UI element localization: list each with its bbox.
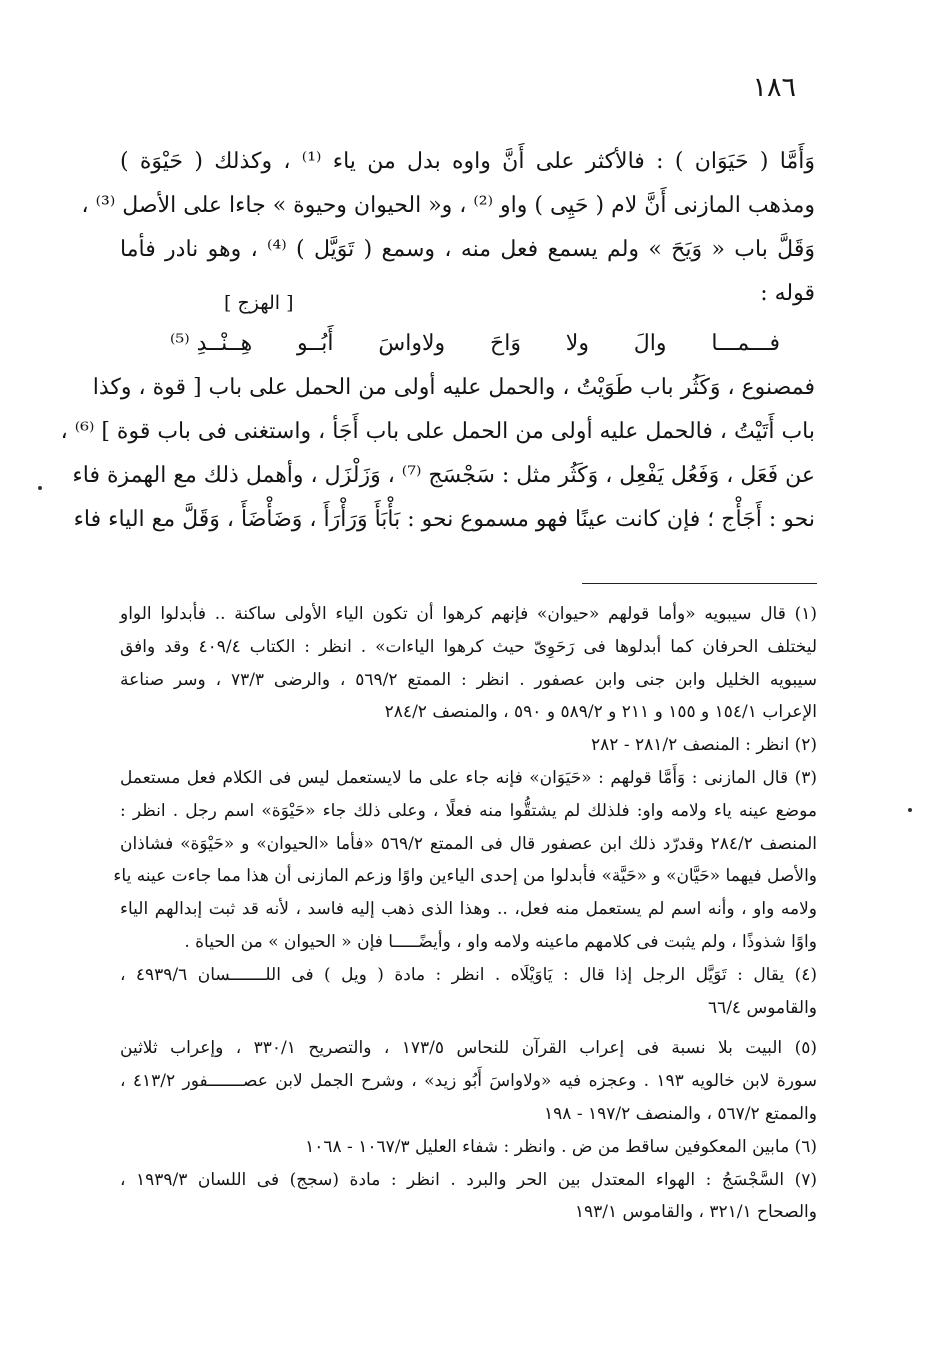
footnotes	[113, 598, 818, 1229]
footnote-6	[120, 1131, 817, 1164]
footnote-line: والممتع ٥٦٧/٢ ، والمنصف ١٩٧/٢ - ١٩٨	[544, 1103, 817, 1124]
body-line: نحو : أَجَأْج ؛ فإن كانت عينًا فهو مسموع نحو : بَأْبَأَ وَرَأْرَأَ ، وَضَأْضَأَ ، وَقَلَّ مع الياء فاء	[73, 507, 815, 532]
verse-word: فـــمـــا	[711, 331, 780, 356]
body-line: فمصنوع ، وَكَثُر باب طَوَيْتُ ، والحمل عليه أولى من الحمل على باب [ قوة ، وكذا	[92, 375, 815, 400]
footnote-line: ليختلف الحرفان كما أبدلوها فى رَحَوِىّ حيث كرهوا الياءات» . انظر : الكتاب ٤٠٩/٤ وقد وافق	[120, 636, 817, 657]
verse-word: وَاحَ	[490, 331, 521, 356]
footnote-3	[113, 762, 817, 959]
verse-word: ولا	[565, 331, 589, 356]
footnote-line: المنصف ٢٨٤/٢ وقدرّد ذلك ابن عصفور قال فى الممتع ٥٦٩/٢ «فأما «الحيوان» و «حَيْوَة» فشاذان	[120, 833, 817, 854]
scan-speck	[908, 808, 912, 812]
verse-word: أَبُــو	[297, 331, 334, 356]
footnote-line: والقاموس ٦٦/٤	[707, 997, 817, 1018]
body-line: باب أَتَيْتُ ، فالحمل عليه أولى من الحمل على باب أَجَأ ، واستغنى فى باب قوة ] ⁽⁶⁾ ،	[60, 419, 815, 444]
footnote-line: ولامه واو ، وأنه اسم لم يستعمل منه فعل، .. وهذا الذى ذهب إليه فاسد ، لأنه قد ثبت إبدالهم الياء	[120, 899, 817, 920]
footnote-4	[120, 959, 817, 1025]
body-line: ومذهب المازنى أَنَّ لام ( حَيِى ) واو ⁽²⁾ ، و« الحيوان وحيوة » جاءا على الأصل ⁽³⁾ ،	[81, 193, 815, 218]
body-line: قوله :	[760, 281, 815, 306]
main-text	[81, 140, 815, 316]
body-line: وَأَمَّا ( حَيَوَان ) : فالأكثر على أَنَّ واوه بدل من ياء ⁽¹⁾ ، وكذلك ( حَيْوَة )	[120, 149, 815, 174]
verse-word: ولاواسَ	[378, 331, 446, 356]
footnote-5	[120, 1032, 817, 1130]
body-line: عن فَعَل ، وَفَعُل يَفْعِل ، وَكَثُر مثل : سَجْسَج ⁽⁷⁾ ، وَزَلْزَل ، وأهمل ذلك مع الهمزة فاء	[72, 463, 815, 488]
footnote-line: والصحاح ٣٢١/١ ، والقاموس ١٩٣/١	[574, 1202, 817, 1223]
footnote-line: واوًا شذوذًا ، ولم يثبت فى كلامهم ماعينه ولامه واو ، وأيضًـــــا فإن « الحيوان » من الحياة .	[184, 931, 817, 952]
footnote-2	[120, 729, 817, 762]
verse-word: هِــنْــدِ ⁽⁵⁾	[170, 331, 253, 356]
footnote-line: والأصل فيهما «حَيَّان» و «حَيَّة» فأبدلوا من إحدى الياءين واوًا وزعم المازنى أن هذا مما جاءت عينه ياء	[113, 866, 817, 887]
footnote-line: سيبويه الخليل وابن جنى وابن عصفور . انظر : الممتع ٥٦٩/٢ ، والرضى ٧٣/٣ ، وسر صناعة	[120, 669, 818, 690]
verse-meter: [ الهزج ]	[224, 292, 294, 314]
body-line: وَقَلَّ باب « وَيَحَ » ولم يسمع فعل منه ، وسمع ( تَوَيَّل ) ⁽⁴⁾ ، وهو نادر فأما	[120, 237, 815, 262]
footnote-7	[120, 1164, 817, 1230]
footnote-line: موضع عينه ياء ولامه واو: فلذلك لم يشتقُّوا منه فعلًا ، وعلى ذلك جاء «حَيْوَة» اسم رجل . انظر :	[120, 800, 817, 821]
verse-word: والَ	[633, 331, 667, 356]
main-text-continued	[60, 366, 815, 542]
footnote-line: سورة لابن خالويه ١٩٣ . وعجزه فيه «ولاواسَ أَبُو زيد» ، وشرح الجمل لابن عصـــــــفور ٤١٣/٢ ،	[120, 1071, 818, 1092]
footnote-line: (٣) قال المازنى : وَأَمَّا قولهم : «حَيَوَان» فإنه جاء على ما لايستعمل ليس فى الكلام فعل مستعمل	[120, 767, 817, 788]
footnote-line: (١) قال سيبويه «وأما قولهم «حيوان» فإنهم كرهوا أن تكون الياء الأولى ساكنة .. فأبدلوا الواو	[120, 604, 817, 624]
footnote-line: (٦) مابين المعكوفين ساقط من ض . وانظر : شفاء العليل ١٠٦٧/٣ - ١٠٦٨	[305, 1136, 817, 1157]
footnote-1	[120, 598, 817, 729]
footnote-line: (٧) السَّجْسَجُ : الهواء المعتدل بين الحر والبرد . انظر : مادة (سجج) فى اللسان ١٩٣٩/٣ ،	[120, 1169, 817, 1190]
footnote-line: (٤) يقال : تَوَيَّل الرجل إذا قال : يَاوَيْلَاه . انظر : مادة ( ويل ) فى اللـــــــسان ٤٩٣٩/٦ ،	[120, 964, 818, 985]
poetry-verse	[170, 322, 780, 366]
footnote-line: (٥) البيت بلا نسبة فى إعراب القرآن للنحاس ١٧٣/٥ ، والتصريح ٣٣٠/١ ، وإعراب ثلاثين	[120, 1038, 817, 1059]
footnote-separator	[582, 583, 817, 584]
scan-speck	[38, 486, 42, 490]
footnote-line: الإعراب ١٥٤/١ و ١٥٥ و ٢١١ و ٥٨٩/٢ و ٥٩٠ ، والمنصف ٢٨٤/٢	[384, 702, 817, 723]
footnote-line: (٢) انظر : المنصف ٢٨١/٢ - ٢٨٢	[591, 735, 817, 756]
page-number: ١٨٦	[752, 72, 796, 103]
